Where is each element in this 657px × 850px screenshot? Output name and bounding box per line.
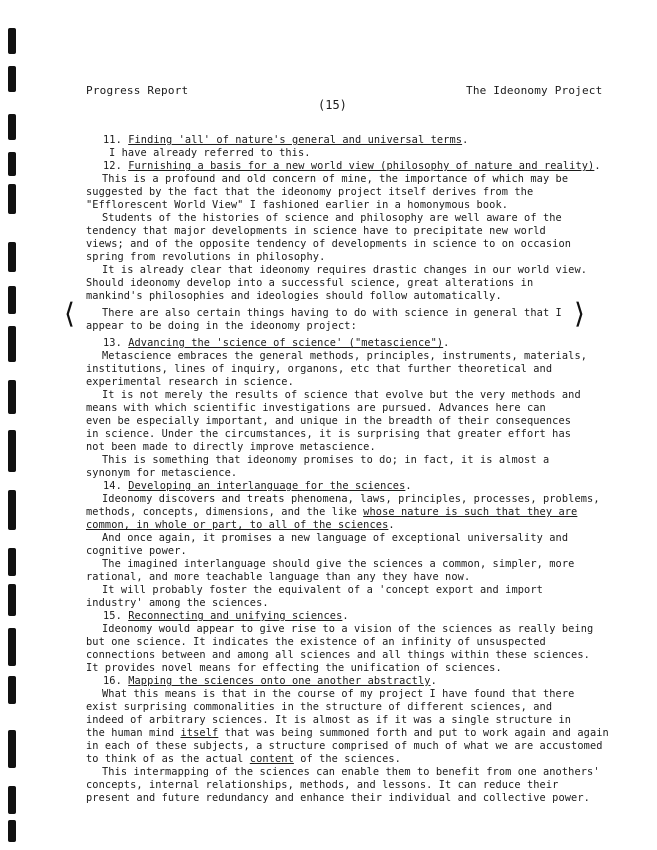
text-line: to think of as the actual content of the sciences. <box>86 753 401 765</box>
text-line: experimental research in science. <box>86 376 294 388</box>
text-line: It will probably foster the equivalent of a 'concept export and import <box>102 584 543 596</box>
text-line: in science. Under the circumstances, it is surprising that greater effort has <box>86 428 572 440</box>
text-line: even be especially important, and unique in the breadth of their consequences <box>86 415 572 427</box>
text-line: mankind's philosophies and ideologies should follow automatically. <box>86 290 502 302</box>
text-line: appear to be doing in the ideonomy project: <box>86 320 357 332</box>
text-line: I have already referred to this. <box>109 147 311 159</box>
text-line: What this means is that in the course of my project I have found that there <box>102 688 575 700</box>
project-title: The Ideonomy Project <box>466 84 603 97</box>
text-line: not been made to directly improve metascience. <box>86 441 376 453</box>
binder-mark <box>8 380 16 414</box>
text-line: Metascience embraces the general methods, principles, instruments, materials, <box>102 350 588 362</box>
binder-mark <box>8 490 16 530</box>
binder-mark <box>8 786 16 814</box>
text-line: the human mind itself that was being summoned forth and put to work again and again <box>86 727 609 739</box>
text-line: industry' among the sciences. <box>86 597 269 609</box>
text-line: connections between and among all sciences and all things within these sciences. <box>86 649 590 661</box>
text-line: It is not merely the results of science that evolve but the very methods and <box>102 389 581 401</box>
text-line: spring from revolutions in philosophy. <box>86 251 326 263</box>
text-line: Ideonomy would appear to give rise to a vision of the sciences as really being <box>102 623 594 635</box>
text-line: suggested by the fact that the ideonomy project itself derives from the <box>86 186 534 198</box>
binder-mark <box>8 628 16 666</box>
text-line: in each of these subjects, a structure comprised of much of what we are accustomed <box>86 740 603 752</box>
binder-mark <box>8 676 16 704</box>
text-line: rational, and more teachable language than any they have now. <box>86 571 471 583</box>
text-line: It provides novel means for effecting the unification of sciences. <box>86 662 502 674</box>
binder-mark <box>8 326 16 362</box>
text-line: exist surprising commonalities in the structure of different sciences, and <box>86 701 553 713</box>
report-label: Progress Report <box>86 84 189 97</box>
section-heading-13: 13. Advancing the 'science of science' ("metascience"). <box>103 337 450 349</box>
text-line: Ideonomy discovers and treats phenomena, laws, principles, processes, problems, <box>102 493 600 505</box>
section-heading-16: 16. Mapping the sciences onto one another abstractly. <box>103 675 437 687</box>
text-line: And once again, it promises a new language of exceptional universality and <box>102 532 569 544</box>
binder-mark <box>8 730 16 768</box>
text-line: It is already clear that ideonomy requires drastic changes in our world view. <box>102 264 588 276</box>
left-angle-bracket: ⟨ <box>64 297 75 330</box>
text-line: synonym for metascience. <box>86 467 238 479</box>
binder-mark <box>8 152 16 176</box>
binder-mark <box>8 28 16 54</box>
text-line: This intermapping of the sciences can enable them to benefit from one anothers' <box>102 766 600 778</box>
binder-mark <box>8 242 16 272</box>
text-line: present and future redundancy and enhance their individual and collective power. <box>86 792 590 804</box>
binder-mark <box>8 820 16 842</box>
binder-mark <box>8 584 16 616</box>
text-line: institutions, lines of inquiry, organons, etc that further theoretical and <box>86 363 553 375</box>
right-angle-bracket: ⟩ <box>574 297 585 330</box>
binder-mark <box>8 114 16 140</box>
section-heading-15: 15. Reconnecting and unifying sciences. <box>103 610 349 622</box>
text-line: common, in whole or part, to all of the sciences. <box>86 519 395 531</box>
text-line: Students of the histories of science and philosophy are well aware of the <box>102 212 562 224</box>
page-number: (15) <box>318 98 347 112</box>
binder-mark <box>8 548 16 576</box>
section-heading-14: 14. Developing an interlanguage for the sciences. <box>103 480 412 492</box>
text-line: "Efflorescent World View" I fashioned earlier in a homonymous book. <box>86 199 509 211</box>
text-line: views; and of the opposite tendency of developments in science to on occasion <box>86 238 572 250</box>
section-heading-11: 11. Finding 'all' of nature's general and universal terms. <box>103 134 469 146</box>
text-line: cognitive power. <box>86 545 187 557</box>
binder-mark <box>8 184 16 214</box>
text-line: indeed of arbitrary sciences. It is almost as if it was a single structure in <box>86 714 572 726</box>
binder-mark <box>8 286 16 314</box>
text-line: methods, concepts, dimensions, and the like whose nature is such that they are <box>86 506 578 518</box>
binder-mark <box>8 66 16 92</box>
text-line: This is something that ideonomy promises to do; in fact, it is almost a <box>102 454 550 466</box>
text-line: means with which scientific investigations are pursued. Advances here can <box>86 402 546 414</box>
text-line: concepts, internal relationships, methods, and lessons. It can reduce their <box>86 779 559 791</box>
binder-mark <box>8 430 16 472</box>
text-line: This is a profound and old concern of mine, the importance of which may be <box>102 173 569 185</box>
text-line: tendency that major developments in science have to precipitate new world <box>86 225 546 237</box>
text-line: but one science. It indicates the existence of an infinity of unsuspected <box>86 636 546 648</box>
text-line: There are also certain things having to do with science in general that I <box>102 307 562 319</box>
section-heading-12: 12. Furnishing a basis for a new world view (philosophy of nature and reality). <box>103 160 601 172</box>
text-line: Should ideonomy develop into a successful science, great alterations in <box>86 277 534 289</box>
text-line: The imagined interlanguage should give the sciences a common, simpler, more <box>102 558 575 570</box>
